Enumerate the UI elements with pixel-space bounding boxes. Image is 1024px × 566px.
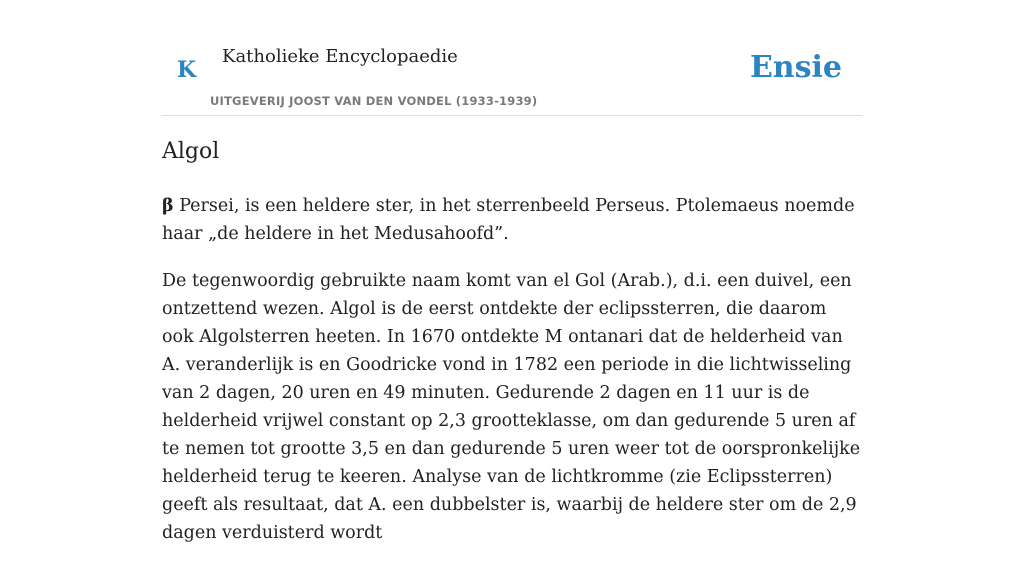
article-title: Algol xyxy=(162,139,220,164)
site-header xyxy=(162,30,862,116)
katholieke-logo[interactable]: K xyxy=(177,57,197,83)
article-paragraph-1 xyxy=(162,192,862,248)
book-title[interactable]: Katholieke Encyclopaedie xyxy=(222,46,458,67)
ensie-brand-logo[interactable]: Ensie xyxy=(749,50,842,85)
beta-symbol: β xyxy=(162,196,174,216)
article-paragraph-2: De tegenwoordig gebruikte naam komt van el Gol (Arab.), d.i. een duivel, een ontzettend wezen. Algol is de eerst ontdekte der eclipssterren, die daarom ook Algolsterren heeten. In 1670 ontdekte M ontanari dat de helderheid van A. veranderlijk is en Goodricke vond in 1782 een periode in die lichtwisseling van 2 dagen, 20 uren en 49 minuten. Gedurende 2 dagen en 11 uur is de helderheid vrijwel constant op 2,3 grootteklasse, om dan gedurende 5 uren af te nemen tot grootte 3,5 en dan gedurende 5 uren weer tot de oorspronkelijke helderheid terug te keeren. Analyse van de lichtkromme (zie Eclipssterren) geeft als resultaat, dat A. een dubbelster is, waarbij de heldere ster om de 2,9 dagen verduisterd wordt xyxy=(162,271,861,543)
paragraph-1-text: Persei, is een heldere ster, in het sterrenbeeld Perseus. Ptolemaeus noemde haar „de heldere in het Medusahoofd”. xyxy=(162,196,855,244)
article-body xyxy=(162,192,862,566)
publisher-subtitle: UITGEVERIJ JOOST VAN DEN VONDEL (1933-1939) xyxy=(210,94,538,108)
